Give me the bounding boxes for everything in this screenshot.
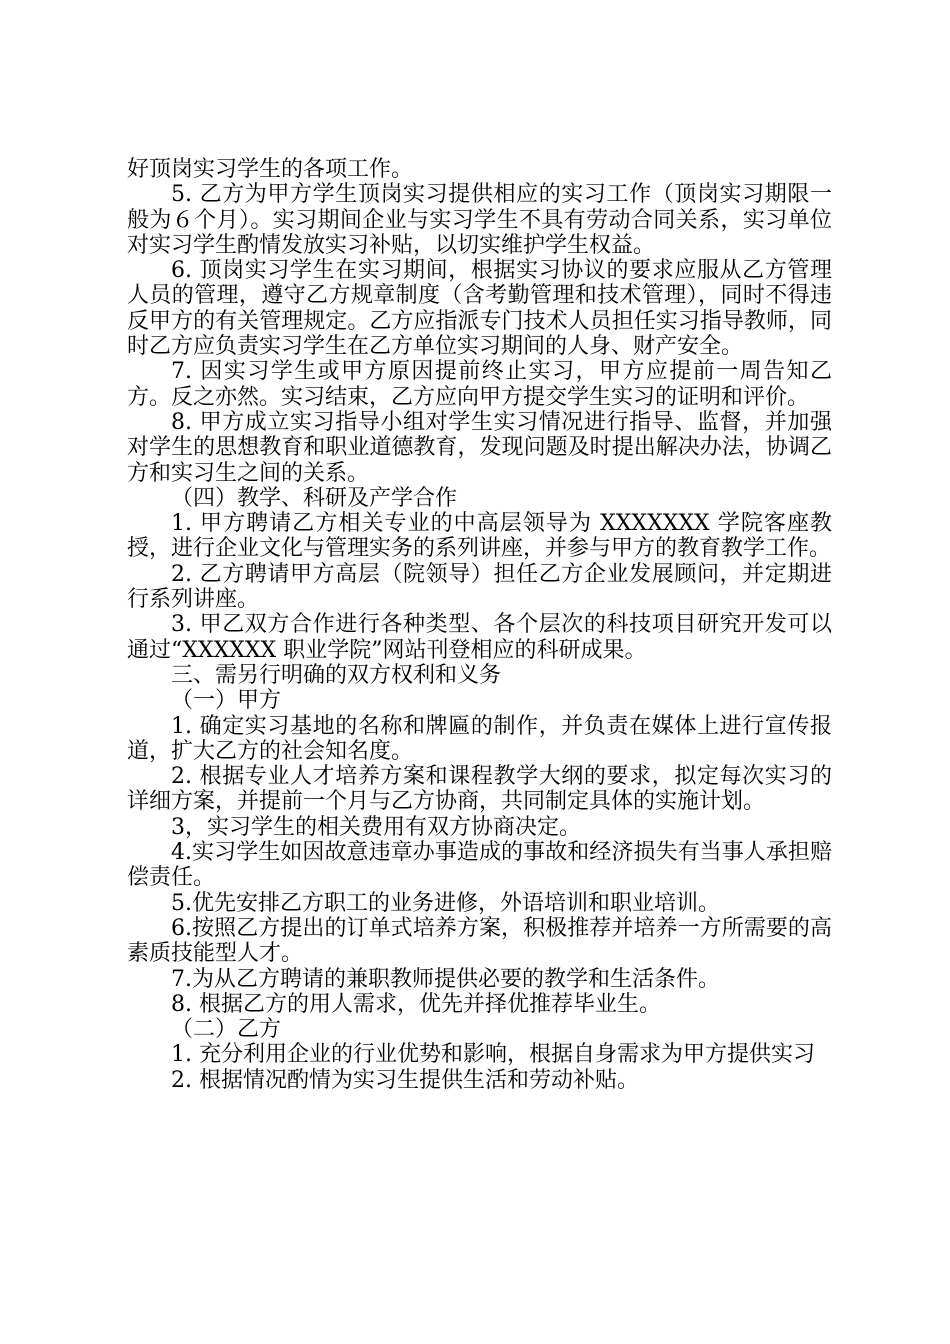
paragraph-party-a-3: 3，实习学生的相关费用有双方协商决定。 xyxy=(171,814,581,840)
document-body xyxy=(127,157,832,1093)
paragraph-item-5: 5. 乙方为甲方学生顶岗实习提供相应的实习工作（顶岗实习期限一般为６个月）。实习期间企业与实习学生不具有劳动合同关系，实习单位对实习学生酌情发放实习补贴，以切实维护学生权益。 xyxy=(127,182,832,258)
subsection-heading-party-b: （二）乙方 xyxy=(171,1017,282,1043)
paragraph-party-a-8: 8. 根据乙方的用人需求，优先并择优推荐毕业生。 xyxy=(171,991,661,1017)
paragraph-teaching-2: 2. 乙方聘请甲方高层（院领导）担任乙方企业发展顾问，并定期进行系列讲座。 xyxy=(127,561,832,613)
paragraph-item-8: 8. 甲方成立实习指导小组对学生实习情况进行指导、监督，并加强对学生的思想教育和职业道德教育，发现问题及时提出解决办法，协调乙方和实习生之间的关系。 xyxy=(127,409,832,486)
paragraph-party-a-5: 5.优先安排乙方职工的业务进修，外语培训和职业培训。 xyxy=(171,890,720,916)
paragraph-party-b-1: 1. 充分利用企业的行业优势和影响，根据自身需求为甲方提供实习 xyxy=(171,1042,815,1068)
section-heading-rights-obligations: 三、需另行明确的双方权利和义务 xyxy=(171,662,502,688)
paragraph-item-7: 7. 因实习学生或甲方原因提前终止实习，甲方应提前一周告知乙方。反之亦然。实习结束，乙方应向甲方提交学生实习的证明和评价。 xyxy=(127,359,832,410)
paragraph-party-a-4: 4.实习学生如因故意违章办事造成的事故和经济损失有当事人承担赔偿责任。 xyxy=(127,840,832,891)
subsection-heading-party-a: （一）甲方 xyxy=(171,688,282,714)
paragraph-party-a-1: 1. 确定实习基地的名称和牌匾的制作，并负责在媒体上进行宣传报道，扩大乙方的社会知名度。 xyxy=(127,713,832,764)
paragraph-teaching-3: 3. 甲乙双方合作进行各种类型、各个层次的科技项目研究开发可以通过“XXXXXX 职业学院”网站刊登相应的科研成果。 xyxy=(127,612,832,663)
paragraph-party-a-7: 7.为从乙方聘请的兼职教师提供必要的教学和生活条件。 xyxy=(171,966,720,992)
paragraph-teaching-1: 1. 甲方聘请乙方相关专业的中高层领导为 XXXXXXX 学院客座教授，进行企业文化与管理实务的系列讲座，并参与甲方的教育教学工作。 xyxy=(127,511,832,562)
paragraph-party-a-6: 6.按照乙方提出的订单式培养方案，积极推荐并培养一方所需要的高素质技能型人才。 xyxy=(127,915,832,967)
section-heading-teaching-research: （四）教学、科研及产学合作 xyxy=(171,485,458,511)
paragraph-item-6: 6. 顶岗实习学生在实习期间，根据实习协议的要求应服从乙方管理人员的管理，遵守乙方规章制度（含考勤管理和技术管理），同时不得违反甲方的有关管理规定。乙方应指派专门技术人员担任实习指导教师，同时乙方应负责实习学生在乙方单位实习期间的人身、财产安全。 xyxy=(127,258,832,360)
paragraph-continuation: 好顶岗实习学生的各项工作。 xyxy=(127,157,414,182)
paragraph-party-a-2: 2. 根据专业人才培养方案和课程教学大纲的要求，拟定每次实习的详细方案，并提前一个月与乙方协商，共同制定具体的实施计划。 xyxy=(127,764,832,815)
paragraph-party-b-2: 2. 根据情况酌情为实习生提供生活和劳动补贴。 xyxy=(171,1067,639,1093)
